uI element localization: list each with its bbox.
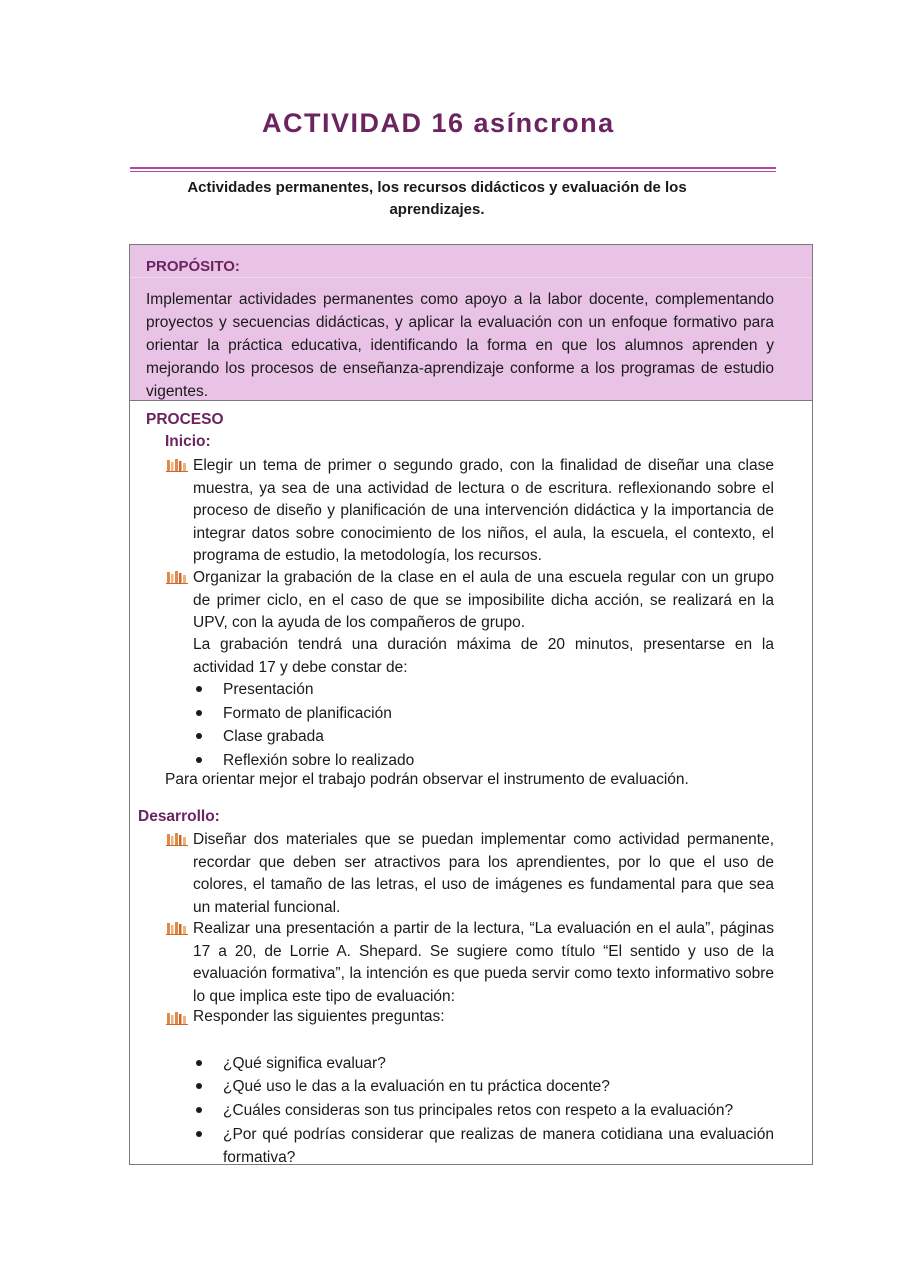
inicio-note: Para orientar mejor el trabajo podrán observar el instrumento de evaluación. <box>165 771 689 788</box>
books-icon <box>166 458 188 472</box>
page-subtitle: Actividades permanentes, los recursos didácticos y evaluación de los aprendizajes. <box>187 179 687 218</box>
inicio-item-2b: La grabación tendrá una duración máxima de 20 minutos, presentarse en la actividad 17 y debe constar de: <box>193 636 774 676</box>
title-rule <box>130 167 776 169</box>
desarrollo-item-3: Responder las siguientes preguntas: <box>193 1008 445 1025</box>
inicio-item-2: Organizar la grabación de la clase en el aula de una escuela regular con un grupo de primer ciclo, en el caso de que se imposibilite dicha acción, se realizará en la UPV, con la ayuda de los compañeros de grupo. <box>193 569 774 631</box>
books-icon <box>166 832 188 846</box>
books-icon <box>166 570 188 584</box>
activity-box: PROPÓSITO: Implementar actividades permanentes como apoyo a la labor docente, complementando proyectos y secuencias didácticas, y aplicar la evaluación con un enfoque formativo para orientar la práctica educativa, identificando la forma en que los alumnos aprenden y mejorando los procesos de enseñanza-aprendizaje conforme a los programas de estudio vigentes. PROCESO Inicio: Elegir un tema de primer o segundo grado, con la finalidad de diseñar una clase muestra, ya sea de una actividad de lectura o de escritura. reflexionando sobre el proceso de diseño y planificación de una intervención didáctica y la importancia de integrar datos sobre conocimiento de los niños, el aula, la escuela, el contexto, el programa de estudio, la metodología, los recursos. Organizar la grabación de la clase en el aula de una escuela regular con un grupo de primer ciclo, en el caso de que se imposibilite dicha acción, se realizará en la UPV, con la ayuda de los compañeros de grupo. La grabación tendrá una duración máxima de 20 minutos, presentarse en la actividad 17 y debe constar de: Presentación Formato de planificación Clase grabada Reflexión sobre lo realizado Para orientar mejor el trabajo podrán observar el instrumento de evaluación. Desarrollo: Diseñar dos materiales que se puedan implementar como actividad permanente, recordar que deben ser atractivos para los aprendientes, por lo que el uso de colores, el tamaño de las letras, el uso de imágenes es fundamental para que sea un material funcional. Realizar una presentación a partir de la lectura, “La evaluación en el aula”, páginas 17 a 20, de Lorrie A. Shepard. Se sugiere como título “El sentido y uso de la evaluación formativa”, la intención es que pueda servir como texto informativo sobre lo que implica este tipo de evaluación: Responder las siguientes preguntas: ¿Qué significa evaluar? ¿Qué uso le das a la evaluación en tu práctica docente? ¿Cuáles consideras son tus principales retos con respeto a la evaluación? ¿Por qué podrías considerar que realizas de manera cotidiana una evaluación formativa? <box>129 244 813 1165</box>
desarrollo-item-2: Realizar una presentación a partir de la lectura, “La evaluación en el aula”, páginas 17 a 20, de Lorrie A. Shepard. Se sugiere como título “El sentido y uso de la evaluación formativa”, la intención es que pueda servir como texto informativo sobre lo que implica este tipo de evaluación: <box>193 920 774 1005</box>
desarrollo-item-1: Diseñar dos materiales que se puedan implementar como actividad permanente, recordar que deben ser atractivos para los aprendientes, por lo que el uso de colores, el tamaño de las letras, el uso de imágenes es fundamental para que sea un material funcional. <box>193 831 774 916</box>
title-rule-thin <box>130 171 776 172</box>
process-label: PROCESO <box>146 411 224 428</box>
books-icon <box>166 1011 188 1025</box>
purpose-text: Implementar actividades permanentes como apoyo a la labor docente, complementando proyectos y secuencias didácticas, y aplicar la evaluación con un enfoque formativo para orientar la práctica educativa, identificando la forma en que los alumnos aprenden y mejorando los procesos de enseñanza-aprendizaje conforme a los programas de estudio vigentes. <box>146 291 774 400</box>
desarrollo-label: Desarrollo: <box>138 808 220 825</box>
inicio-label: Inicio: <box>165 433 211 450</box>
books-icon <box>166 921 188 935</box>
purpose-label: PROPÓSITO: <box>146 258 240 275</box>
inicio-item-1: Elegir un tema de primer o segundo grado, con la finalidad de diseñar una clase muestra, ya sea de una actividad de lectura o de escritura. reflexionando sobre el proceso de diseño y planificación de una intervención didáctica y la importancia de integrar datos sobre conocimiento de los niños, el aula, la escuela, el contexto, el programa de estudio, la metodología, los recursos. <box>193 457 774 564</box>
page-title: ACTIVIDAD 16 asíncrona <box>262 108 615 138</box>
purpose-section <box>130 245 812 401</box>
